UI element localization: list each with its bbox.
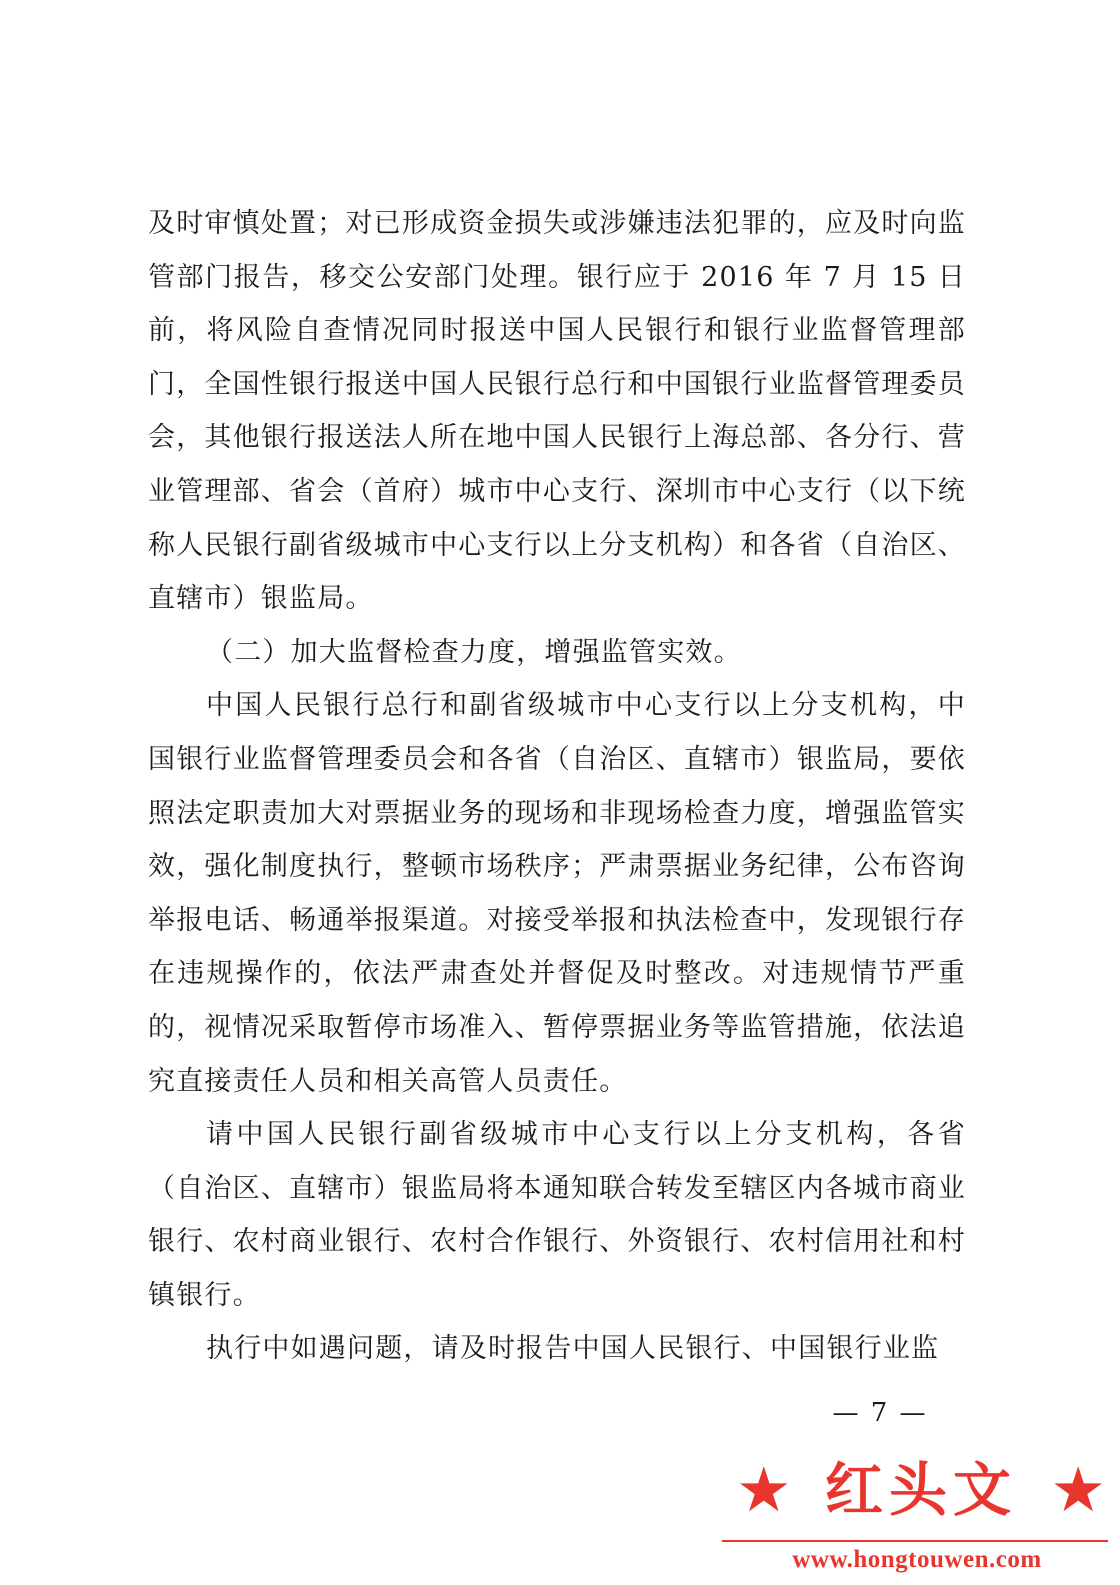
star-left-icon: ★ (736, 1453, 792, 1526)
paragraph-supervision-inspection: 中国人民银行总行和副省级城市中心支行以上分支机构，中国银行业监督管理委员会和各省（自治区、直辖市）银监局，要依照法定职责加大对票据业务的现场和非现场检查力度，增强监管实效，强化制度执行，整顿市场秩序；严肃票据业务纪律，公布咨询举报电话、畅通举报渠道。对接受举报和执法检查中，发现银行存在违规操作的，依法严肃查处并督促及时整改。对违规情节严重的，视情况采取暂停市场准入、暂停票据业务等监管措施，依法追究直接责任人员和相关高管人员责任。 (148, 690, 966, 1097)
paragraph-report-issues: 执行中如遇问题，请及时报告中国人民银行、中国银行业监 (206, 1333, 940, 1365)
paragraph-risk-self-check-report: 及时审慎处置；对已形成资金损失或涉嫌违法犯罪的，应及时向监管部门报告，移交公安部门处理。银行应于 2016 年 7 月 15 日前，将风险自查情况同时报送中国人民银行和银行业监督管理部门，全国性银行报送中国人民银行总行和中国银行业监督管理委员会，其他银行报送法人所在地中国人民银行上海总部、各分行、营业管理部、省会（首府）城市中心支行、深圳市中心支行（以下统称人民银行副省级城市中心支行以上分支机构）和各省（自治区、直辖市）银监局。 (148, 208, 966, 615)
section-heading-supervision: （二）加大监督检查力度，增强监管实效。 (206, 636, 742, 668)
watermark (722, 1440, 1112, 1580)
body-text (148, 197, 966, 1376)
watermark-title: 红头文 (824, 1456, 1017, 1524)
watermark-divider (722, 1540, 1108, 1542)
star-right-icon: ★ (1050, 1453, 1106, 1526)
watermark-url: www.hongtouwen.com (792, 1546, 1042, 1573)
watermark-logo-row (736, 1450, 1106, 1530)
page-number: — 7 — (832, 1398, 928, 1428)
paragraph-forwarding-notice: 请中国人民银行副省级城市中心支行以上分支机构，各省（自治区、直辖市）银监局将本通知联合转发至辖区内各城市商业银行、农村商业银行、农村合作银行、外资银行、农村信用社和村镇银行。 (148, 1119, 966, 1311)
